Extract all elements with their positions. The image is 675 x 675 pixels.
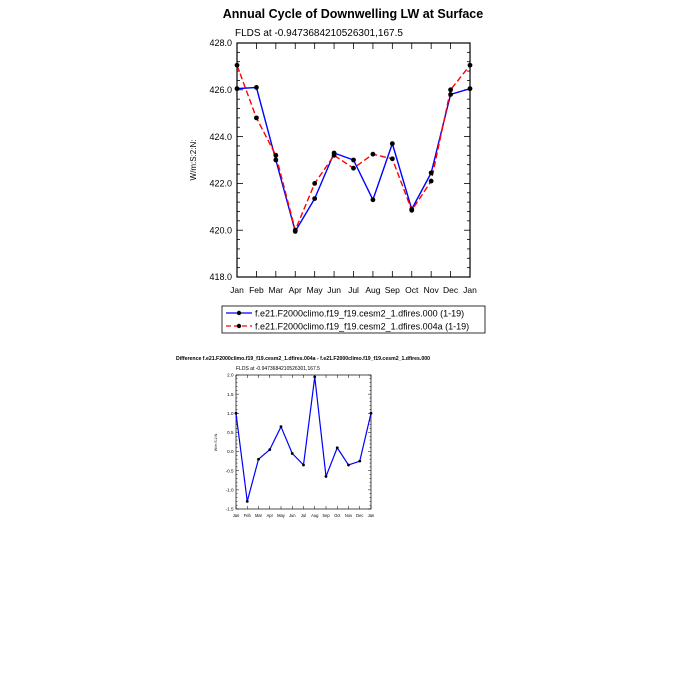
main-chart-ytick-label: 420.0 [209, 225, 232, 236]
main-chart-xtick-label: Jul [348, 285, 359, 295]
main-chart-xtick-label: Sep [384, 285, 400, 295]
main-chart-xtick-label: Apr [288, 285, 302, 295]
difference-chart-series-1-point [246, 500, 249, 503]
main-chart-series-1-point [468, 86, 473, 91]
main-chart-title: Annual Cycle of Downwelling LW at Surface [222, 7, 484, 21]
main-chart-series-1-point [273, 158, 278, 163]
main-chart-series-1-point [448, 92, 453, 97]
main-chart-series-2-point [468, 63, 473, 68]
difference-chart-series-1-point [336, 446, 339, 449]
difference-chart-title: Difference f.e21.F2000climo.f19_f19.cesm2_1.dfires.004a - f.e21.F2000climo.f19_f19.cesm2_1.dfires.000 [175, 356, 431, 362]
difference-chart-series-1-point [235, 412, 238, 415]
difference-chart-xtick-label: Sep [322, 513, 330, 518]
difference-chart-subtitle: FLDS at -0.9473684210526301,167.5 [236, 366, 320, 372]
main-chart-ytick-label: 424.0 [209, 131, 232, 142]
difference-chart-xtick-label: Jul [300, 513, 307, 518]
difference-chart-xtick-label: Apr [266, 513, 273, 518]
difference-chart-xtick-label: Aug [311, 513, 319, 518]
difference-chart-xtick-label: Nov [344, 513, 353, 518]
difference-chart-xtick-label: Jan [367, 513, 375, 518]
main-chart-series-1-point [312, 196, 317, 201]
main-chart-ytick-label: 418.0 [209, 272, 232, 283]
main-chart-ytick-label: 422.0 [209, 178, 232, 189]
difference-chart-xtick-label: Feb [243, 513, 251, 518]
main-chart-ytick-label: 426.0 [209, 84, 232, 95]
main-chart-legend [222, 306, 485, 333]
main-chart-series-1-point [351, 158, 356, 163]
main-chart-series-2-point [293, 228, 298, 233]
main-chart-series-1-point [429, 170, 434, 175]
main-chart-subtitle: FLDS at -0.9473684210526301,167.5 [235, 28, 403, 39]
difference-chart-series-1-point [302, 464, 305, 467]
difference-chart-xtick-label: Oct [334, 513, 341, 518]
difference-chart-series-1-point [325, 475, 328, 478]
main-chart-ylabel: W/m:S:2:N: [189, 139, 198, 181]
main-chart-xtick-label: Feb [249, 285, 264, 295]
main-chart-xtick-label: May [306, 285, 323, 295]
main-chart-xtick-label: Jun [327, 285, 341, 295]
main-chart-series-2-point [351, 166, 356, 171]
difference-chart-series-1-point [291, 452, 294, 455]
difference-chart-series-1-point [268, 448, 271, 451]
main-chart-series-1-point [371, 197, 376, 202]
difference-chart-xtick-label: Mar [254, 513, 263, 518]
difference-chart-ytick-label: 2.0 [227, 372, 234, 378]
main-chart-xtick-label: Jan [230, 285, 244, 295]
main-chart-series-2-point [448, 87, 453, 92]
main-chart-series-2-point [332, 153, 337, 158]
main-chart-series-2-point [409, 208, 414, 213]
difference-chart-series-1-point [347, 464, 350, 467]
difference-chart-series-1-point [370, 412, 373, 415]
main-chart-series-2-point [390, 156, 395, 161]
main-chart-series-2-point [371, 152, 376, 157]
main-chart-xtick-label: Mar [268, 285, 284, 295]
difference-chart-ytick-label: 1.0 [227, 410, 234, 416]
difference-chart-xtick-label: Jan [232, 513, 240, 518]
difference-chart-xtick-label: May [277, 513, 285, 518]
legend-label-series-2: f.e21.F2000climo.f19_f19.cesm2_1.dfires.004a (1-19) [255, 321, 470, 332]
difference-chart-ytick-label: -1.0 [225, 487, 234, 493]
main-chart-series-2-point [429, 179, 434, 184]
main-chart-series-1-point [390, 141, 395, 146]
main-chart-xtick-label: Aug [365, 285, 381, 295]
main-chart-xtick-label: Nov [423, 285, 439, 295]
legend-label-series-1: f.e21.F2000climo.f19_f19.cesm2_1.dfires.000 (1-19) [255, 308, 465, 319]
main-chart-ytick-label: 428.0 [209, 38, 232, 49]
difference-chart-ytick-label: 0.5 [227, 430, 234, 436]
difference-chart-ylabel: W/m:S:2:N: [214, 432, 218, 452]
difference-chart-series-1-point [257, 458, 260, 461]
difference-chart-ytick-label: -0.5 [225, 468, 234, 474]
main-chart-xtick-label: Oct [405, 285, 419, 295]
legend-marker-series-1 [237, 311, 241, 315]
difference-chart-ytick-label: 0.0 [227, 449, 234, 455]
difference-chart-series-1-point [280, 425, 283, 428]
difference-chart-ytick-label: 1.5 [227, 391, 234, 397]
difference-chart-xtick-label: Jun [288, 513, 296, 518]
difference-chart-series-1-point [358, 460, 361, 463]
difference-chart-ytick-label: -1.5 [225, 506, 234, 512]
main-chart-xtick-label: Jan [463, 285, 477, 295]
difference-chart-xtick-label: Dec [356, 513, 364, 518]
main-chart-series-1-point [254, 85, 259, 90]
main-chart-series-2-point [273, 153, 278, 158]
main-chart-xtick-label: Dec [443, 285, 459, 295]
main-chart-series-2-point [235, 63, 240, 68]
legend-marker-series-2 [237, 324, 241, 328]
difference-chart-series-1-point [313, 376, 316, 379]
main-chart-series-2-point [254, 115, 259, 120]
main-chart-series-2-point [312, 181, 317, 186]
main-chart-series-1-point [235, 86, 240, 91]
